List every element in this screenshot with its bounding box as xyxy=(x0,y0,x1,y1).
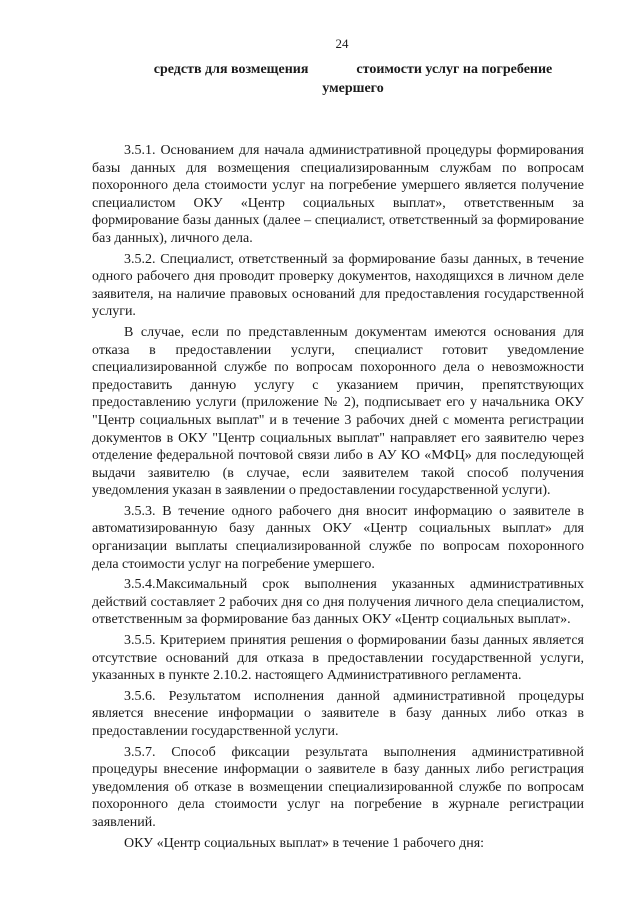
heading-part-2: стоимости услуг на погребение xyxy=(356,62,553,77)
heading-part-1: средств для возмещения xyxy=(153,62,309,77)
paragraph-3-5-7: 3.5.7. Способ фиксации результата выполнения административной процедуры внесение информации о заявителе в базу данных либо регистрация уведомления об отказе в возмещении специализированной службе по вопросам похоронного дела стоимости услуг на погребение в журнале регистрации заявлений. xyxy=(92,744,584,830)
paragraph-refusal-case: В случае, если по представленным документам имеются основания для отказа в предоставлении услуги, специалист готовит уведомление специализированной службе по вопросам похоронного дела о невозможности предоставить данную услугу с указанием причин, препятствующих предоставлению услуги (приложение № 2), подписывает его у начальника ОКУ "Центр социальных выплат" и в течение 3 рабочих дней с момента регистрации документов в ОКУ "Центр социальных выплат" направляет его заявителю через отделение федеральной почтовой связи либо в АУ КО «МФЦ» для последующей выдачи заявителю (в случае, если заявителем такой способ получения уведомления указан в заявлении о предоставлении государственной услуги). xyxy=(92,324,584,499)
heading-part-3: умершего xyxy=(322,81,384,96)
paragraph-3-5-6: 3.5.6. Результатом исполнения данной административной процедуры является внесение информации о заявителе в базу данных либо отказ в предоставлении государственной услуги. xyxy=(92,688,584,739)
paragraph-3-5-1: 3.5.1. Основанием для начала административной процедуры формирования базы данных для возмещения специализированным службам по вопросам похоронного дела стоимости услуг на погребение умершего является получение специалистом ОКУ «Центр социальных выплат», ответственным за формирование базы данных (далее – специалист, ответственный за формирование баз данных), личного дела. xyxy=(92,143,584,246)
paragraph-3-5-2: 3.5.2. Специалист, ответственный за формирование базы данных, в течение одного рабочего дня проводит проверку документов, находящихся в личном деле заявителя, на наличие правовых оснований для предоставления государственной услуги. xyxy=(92,251,584,320)
paragraph-3-5-5: 3.5.5. Критерием принятия решения о формировании базы данных является отсутствие оснований для отказа в предоставлении государственной услуги, указанных в пункте 2.10.2. настоящего Административного регламента. xyxy=(92,633,584,684)
paragraph-3-5-3: 3.5.3. В течение одного рабочего дня вносит информацию о заявителе в автоматизированную базу данных ОКУ «Центр социальных выплат» для организации выплаты специализированной службе по вопросам похоронного дела стоимости услуг на погребение умершего. xyxy=(92,503,584,572)
section-heading xyxy=(92,60,584,98)
paragraph-3-5-4: 3.5.4.Максимальный срок выполнения указанных административных действий составляет 2 рабочих дня со дня получения личного дела специалистом, ответственным за формирование баз данных ОКУ «Центр социальных выплат». xyxy=(92,577,584,628)
page-number: 24 xyxy=(335,36,349,51)
paragraph-oku-intro: ОКУ «Центр социальных выплат» в течение 1 рабочего дня: xyxy=(124,835,485,851)
